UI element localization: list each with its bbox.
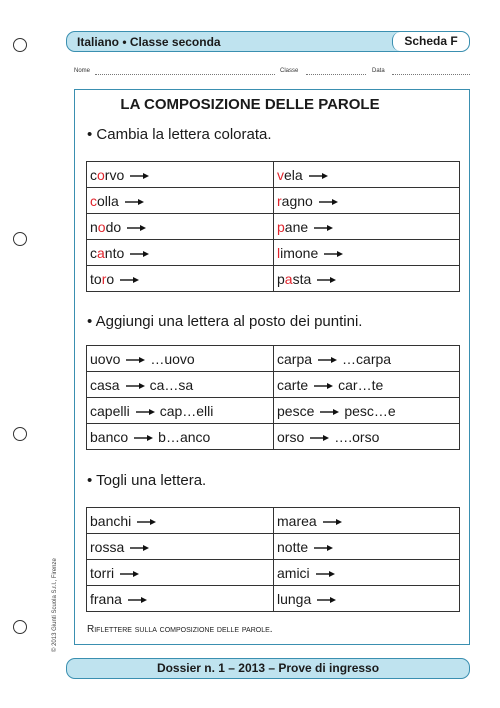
data-label: Data [372,68,385,74]
source-word: lunga [277,590,312,607]
binder-hole-top [13,38,27,52]
arrow-right-icon [136,408,156,416]
word-part: nto [104,244,125,261]
colored-letter: o [97,218,106,235]
word-cell [274,188,460,214]
arrow-right-icon [309,172,329,180]
word-cell [87,346,274,372]
footer-bar: Dossier n. 1 – 2013 – Prove di ingresso [66,658,470,679]
colored-letter: a [284,270,293,287]
source-word: carpa [277,350,313,367]
word-cell [87,188,274,214]
arrow-right-icon [126,382,146,390]
colored-letter: o [97,166,105,183]
classe-field[interactable] [306,74,366,75]
word-cell [87,560,274,586]
source-word: frana [90,590,122,607]
table-row [87,188,460,214]
source-word: orso [277,428,305,445]
page-title: LA COMPOSIZIONE DELLE PAROLE [120,96,380,113]
table-row [87,424,460,450]
word-part: c [90,244,97,261]
word-cell [87,214,274,240]
table-row [87,266,460,292]
arrow-right-icon [127,224,147,232]
word-part: n [90,218,98,235]
section2-instruction: • Aggiungi una lettera al posto dei puntini. [87,313,363,330]
table-row [87,346,460,372]
arrow-right-icon [317,596,337,604]
word-cell [87,424,274,450]
arrow-right-icon [319,198,339,206]
word-part: olla [97,192,119,209]
word-cell [274,346,460,372]
header-bar [66,31,470,52]
word-cell [274,214,460,240]
arrow-right-icon [126,356,146,364]
arrow-right-icon [137,518,157,526]
nome-label: Nome [74,68,91,74]
arrow-right-icon [316,570,336,578]
word-part: rvo [104,166,125,183]
source-word: capelli [90,402,130,419]
arrow-right-icon [317,276,337,284]
section1-instruction: • Cambia la lettera colorata. [87,126,272,143]
data-field[interactable] [392,74,470,75]
colored-letter: c [90,192,97,209]
word-cell [87,240,274,266]
word-part: agno [281,192,313,209]
table-row [87,508,460,534]
dotted-word: car…te [338,376,384,393]
arrow-right-icon [310,434,330,442]
dotted-word: …carpa [342,350,392,367]
section2-table [86,345,460,450]
table-row [87,586,460,612]
word-part: c [90,166,97,183]
table-row [87,240,460,266]
source-word: casa [90,376,120,393]
colored-letter: r [101,270,107,287]
binder-hole-middle-upper [13,232,27,246]
colored-letter: l [277,244,281,261]
section3-instruction: • Togli una lettera. [87,472,207,489]
footnote: Riflettere sulla composizione delle parole. [87,624,273,635]
dotted-word: ca…sa [149,376,194,393]
nome-field[interactable] [95,74,275,75]
arrow-right-icon [130,172,150,180]
word-cell [87,372,274,398]
name-class-date-line [74,68,470,78]
binder-hole-bottom [13,620,27,634]
dotted-word: b…anco [158,428,211,445]
arrow-right-icon [323,518,343,526]
arrow-right-icon [314,224,334,232]
word-cell [274,162,460,188]
table-row [87,398,460,424]
source-word: notte [277,538,309,555]
colored-letter: a [97,244,105,261]
source-word: banco [90,428,129,445]
colored-letter: v [277,166,284,183]
word-cell [274,534,460,560]
header-scheda-label: Scheda F [392,32,469,51]
dotted-word: pesc…e [344,402,396,419]
dotted-word: cap…elli [159,402,214,419]
word-cell [87,586,274,612]
word-cell [274,560,460,586]
word-part: to [90,270,102,287]
word-cell [274,240,460,266]
source-word: pesce [277,402,315,419]
dotted-word: ….orso [334,428,380,445]
arrow-right-icon [130,544,150,552]
arrow-right-icon [130,250,150,258]
word-cell [87,534,274,560]
source-word: banchi [90,512,132,529]
copyright-notice: © 2013 Giunti Scuola S.r.l., Firenze [52,558,58,652]
source-word: amici [277,564,310,581]
arrow-right-icon [125,198,145,206]
arrow-right-icon [324,250,344,258]
word-part: imone [280,244,319,261]
arrow-right-icon [134,434,154,442]
binder-hole-middle-lower [13,427,27,441]
source-word: uovo [90,350,121,367]
classe-label: Classe [280,68,299,74]
arrow-right-icon [314,544,334,552]
dotted-word: …uovo [150,350,195,367]
source-word: marea [277,512,317,529]
word-cell [274,266,460,292]
section3-table [86,507,460,612]
arrow-right-icon [120,276,140,284]
word-part: o [106,270,115,287]
word-cell [274,372,460,398]
arrow-right-icon [318,356,338,364]
word-cell [87,508,274,534]
table-row [87,372,460,398]
table-row [87,214,460,240]
source-word: rossa [90,538,125,555]
word-cell [274,424,460,450]
section1-table [86,161,460,292]
colored-letter: r [277,192,282,209]
word-cell [274,398,460,424]
arrow-right-icon [120,570,140,578]
source-word: carte [277,376,309,393]
word-cell [87,398,274,424]
colored-letter: p [277,218,285,235]
word-cell [274,508,460,534]
arrow-right-icon [314,382,334,390]
table-row [87,534,460,560]
table-row [87,162,460,188]
word-part: p [277,270,285,287]
word-part: do [105,218,122,235]
table-row [87,560,460,586]
word-part: ela [284,166,303,183]
source-word: torri [90,564,115,581]
word-part: ane [284,218,309,235]
word-part: sta [292,270,312,287]
word-cell [87,162,274,188]
header-subject: Italiano • Classe seconda [77,35,221,49]
arrow-right-icon [320,408,340,416]
word-cell [87,266,274,292]
arrow-right-icon [128,596,148,604]
word-cell [274,586,460,612]
